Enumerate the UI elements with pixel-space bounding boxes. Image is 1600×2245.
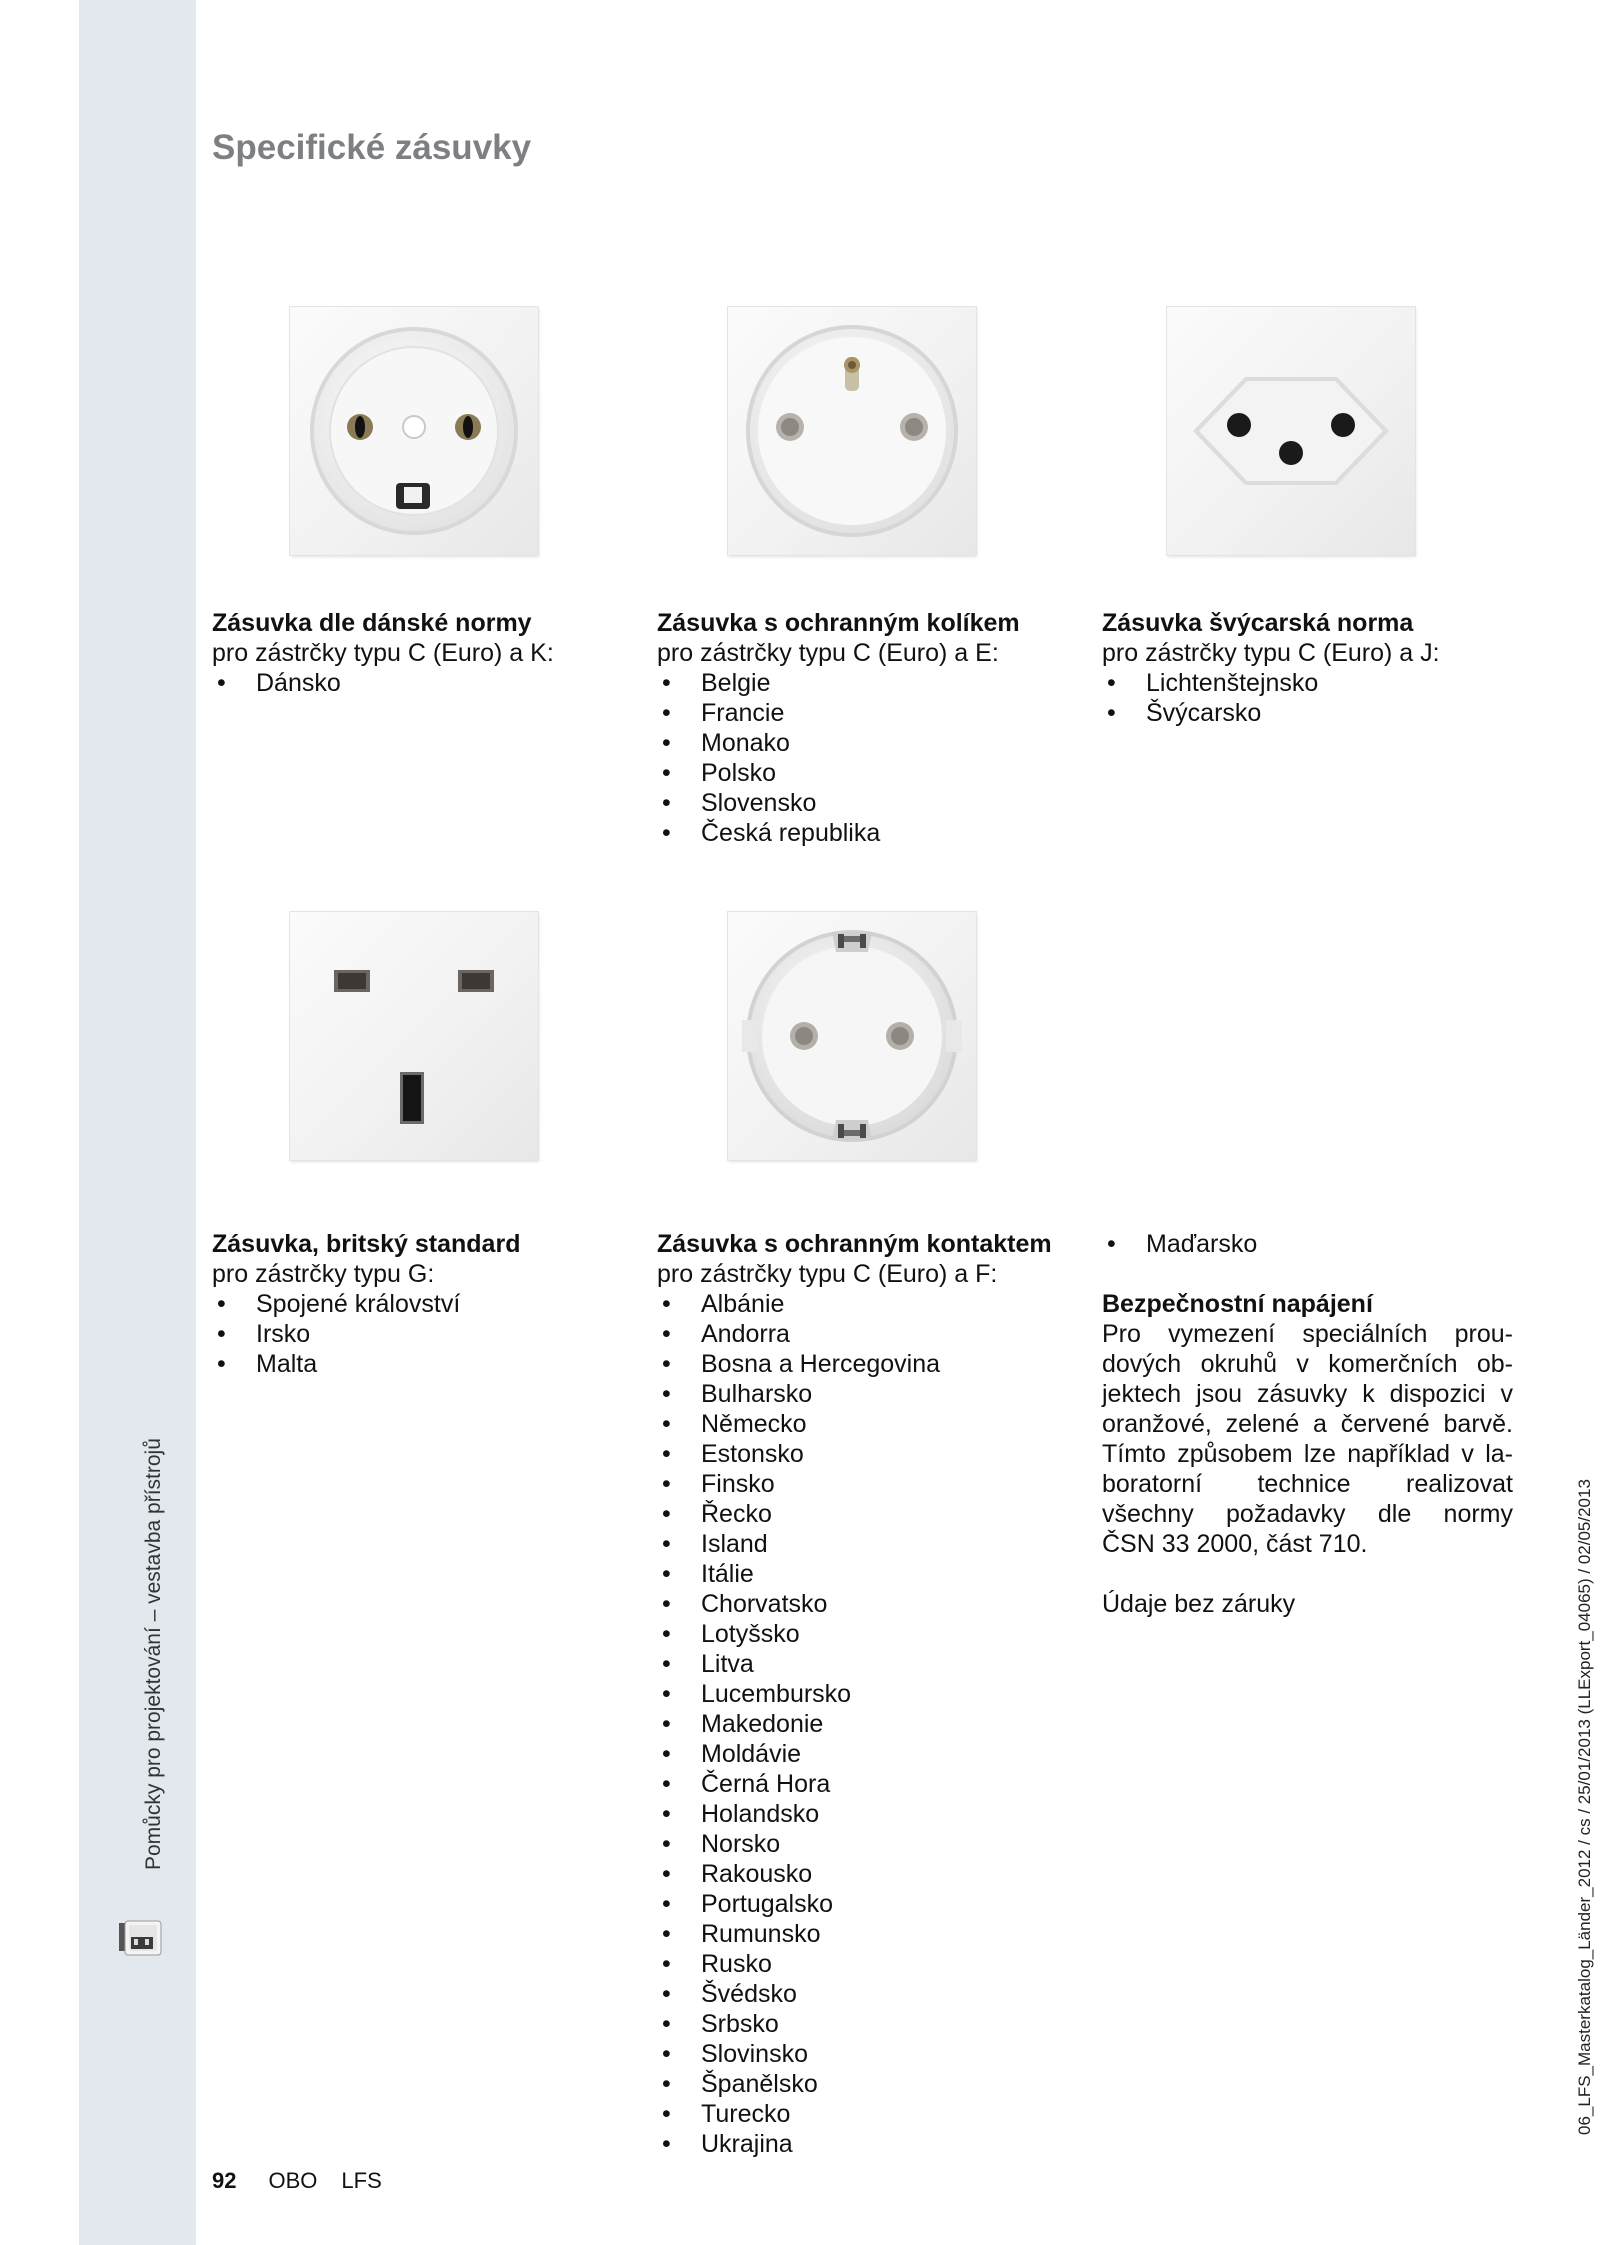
safety-title: Bezpečnostní napájení xyxy=(1102,1290,1373,1318)
country-list xyxy=(657,668,1077,848)
country-item: • Malta xyxy=(212,1349,612,1379)
country-item: • Černá Hora xyxy=(657,1769,1077,1799)
french-socket-image xyxy=(728,307,976,555)
section-subtitle: pro zástrčky typu C (Euro) a F: xyxy=(657,1260,998,1288)
document-code: 06_LFS_Masterkatalog_Länder_2012 / cs / 25/01/2013 (LLExport_04065) / 02/05/2013 xyxy=(1575,1479,1594,2135)
british-socket-section xyxy=(212,1229,612,1379)
page-title: Specifické zásuvky xyxy=(212,128,532,167)
country-item: • Norsko xyxy=(657,1829,1077,1859)
country-item: • Lucembursko xyxy=(657,1679,1077,1709)
country-item: • Bulharsko xyxy=(657,1379,1077,1409)
country-item: • Belgie xyxy=(657,668,1077,698)
country-item: • Portugalsko xyxy=(657,1889,1077,1919)
section-subtitle: pro zástrčky typu C (Euro) a K: xyxy=(212,639,554,667)
country-item: • Rumunsko xyxy=(657,1919,1077,1949)
safety-line: všechny požadavky dle normy xyxy=(1102,1500,1513,1528)
country-item: • Maďarsko xyxy=(1102,1229,1513,1259)
schuko-socket-image xyxy=(728,912,976,1160)
safety-column xyxy=(1102,1229,1513,1619)
country-item: • Albánie xyxy=(657,1289,1077,1319)
country-item: • Dánsko xyxy=(212,668,612,698)
section-subtitle: pro zástrčky typu C (Euro) a E: xyxy=(657,639,999,667)
country-item: • Španělsko xyxy=(657,2069,1077,2099)
swiss-socket-image xyxy=(1167,307,1415,555)
section-subtitle: pro zástrčky typu G: xyxy=(212,1260,435,1288)
safety-line: Tímto způsobem lze například v la- xyxy=(1102,1440,1513,1468)
country-list xyxy=(1102,668,1512,728)
country-item: • Estonsko xyxy=(657,1439,1077,1469)
country-list xyxy=(657,1289,1077,2159)
country-item: • Litva xyxy=(657,1649,1077,1679)
country-item: • Srbsko xyxy=(657,2009,1077,2039)
section-title: Zásuvka s ochranným kontaktem xyxy=(657,1230,1052,1258)
country-item: • Makedonie xyxy=(657,1709,1077,1739)
danish-socket-section xyxy=(212,608,612,698)
page-number: 92 xyxy=(212,2168,237,2193)
country-item: • Lotyšsko xyxy=(657,1619,1077,1649)
country-item: • Rakousko xyxy=(657,1859,1077,1889)
british-socket-image xyxy=(290,912,538,1160)
country-item: • Turecko xyxy=(657,2099,1077,2129)
country-list-continued xyxy=(1102,1229,1513,1259)
country-item: • Slovensko xyxy=(657,788,1077,818)
country-item: • Monako xyxy=(657,728,1077,758)
country-item: • Francie xyxy=(657,698,1077,728)
safety-line: boratorní technice realizovat xyxy=(1102,1470,1513,1498)
country-item: • Spojené království xyxy=(212,1289,612,1319)
section-title: Zásuvka dle dánské normy xyxy=(212,609,532,637)
swiss-socket-section xyxy=(1102,608,1512,728)
section-title: Zásuvka, britský standard xyxy=(212,1230,521,1258)
country-list xyxy=(212,1289,612,1379)
country-item: • Itálie xyxy=(657,1559,1077,1589)
safety-line: ČSN 33 2000, část 710. xyxy=(1102,1530,1368,1558)
page-footer xyxy=(212,2168,382,2194)
country-item: • Andorra xyxy=(657,1319,1077,1349)
country-item: • Holandsko xyxy=(657,1799,1077,1829)
country-item: • Slovinsko xyxy=(657,2039,1077,2069)
country-item: • Řecko xyxy=(657,1499,1077,1529)
country-item: • Švýcarsko xyxy=(1102,698,1512,728)
safety-line: Pro vymezení speciálních prou- xyxy=(1102,1320,1513,1348)
country-item: • Německo xyxy=(657,1409,1077,1439)
safety-line: jektech jsou zásuvky k dispozici v xyxy=(1102,1380,1513,1408)
country-item: • Rusko xyxy=(657,1949,1077,1979)
safety-paragraph xyxy=(1102,1319,1513,1559)
country-list xyxy=(212,668,612,698)
french-socket-section xyxy=(657,608,1077,848)
country-item: • Finsko xyxy=(657,1469,1077,1499)
section-title: Zásuvka švýcarská norma xyxy=(1102,609,1414,637)
country-item: • Česká republika xyxy=(657,818,1077,848)
product-line: LFS xyxy=(341,2168,382,2193)
schuko-socket-section xyxy=(657,1229,1077,2159)
socket-icon xyxy=(119,1915,165,1961)
country-item: • Ukrajina xyxy=(657,2129,1077,2159)
sidebar-title: Pomůcky pro projektování – vestavba přístrojů xyxy=(142,1438,165,1870)
country-item: • Moldávie xyxy=(657,1739,1077,1769)
country-item: • Švédsko xyxy=(657,1979,1077,2009)
country-item: • Lichtenštejnsko xyxy=(1102,668,1512,698)
country-item: • Bosna a Hercegovina xyxy=(657,1349,1077,1379)
disclaimer: Údaje bez záruky xyxy=(1102,1590,1296,1618)
country-item: • Polsko xyxy=(657,758,1077,788)
safety-line: dových okruhů v komerčních ob- xyxy=(1102,1350,1513,1378)
section-title: Zásuvka s ochranným kolíkem xyxy=(657,609,1020,637)
safety-line: oranžové, zelené a červené barvě. xyxy=(1102,1410,1513,1438)
sidebar-band xyxy=(79,0,196,2245)
country-item: • Irsko xyxy=(212,1319,612,1349)
country-item: • Chorvatsko xyxy=(657,1589,1077,1619)
country-item: • Island xyxy=(657,1529,1077,1559)
brand-name: OBO xyxy=(268,2168,318,2193)
section-subtitle: pro zástrčky typu C (Euro) a J: xyxy=(1102,639,1440,667)
danish-socket-image xyxy=(290,307,538,555)
